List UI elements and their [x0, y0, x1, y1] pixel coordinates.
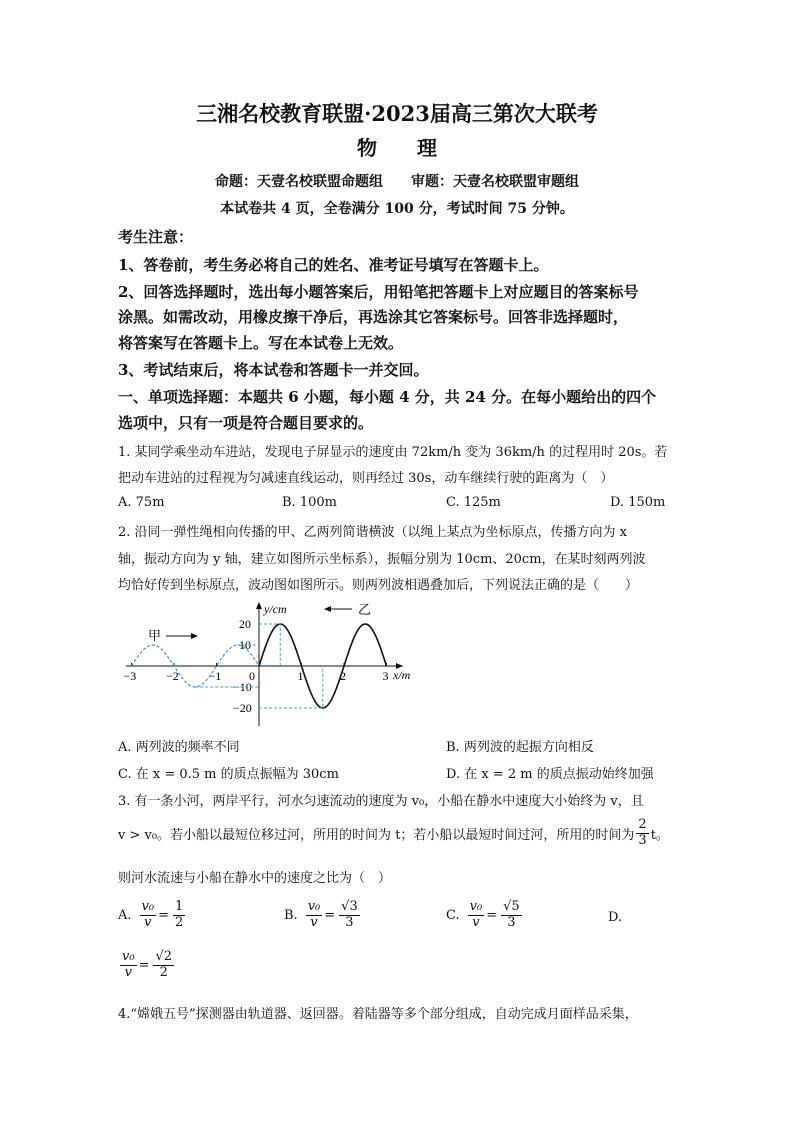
lhs-num: v₀: [469, 899, 483, 914]
q3-option-b-lhs: [306, 900, 323, 931]
section1-line1: 一、单项选择题：本题共 6 小题，每小题 4 分，共 24 分。在每小题给出的四个: [118, 388, 657, 406]
authors-line: 命题：天壹名校联盟命题组 审题：天壹名校联盟审题组: [215, 174, 579, 190]
x-tick-label: 0: [249, 669, 255, 683]
x-tick-label: 3: [382, 669, 389, 683]
q2-option-d: D. 在 x = 2 m 的质点振动始终加强: [446, 767, 654, 782]
notice-item-2-cont: 涂黑。如需改动，用橡皮擦干净后，再选涂其它答案标号。回答非选择题时，: [118, 308, 629, 326]
q3-line2: [118, 818, 669, 849]
notice-item-3: 3、考试结束后，将本试卷和答题卡一并交回。: [118, 361, 429, 379]
label-yi: 乙: [358, 603, 372, 618]
arrow-jia-head: [191, 633, 198, 639]
equals-sign: =: [158, 907, 169, 923]
q3-time-fraction: [636, 818, 648, 849]
q2-option-b: B. 两列波的起振方向相反: [446, 740, 594, 755]
y-axis-arrow: [256, 602, 262, 609]
q3-frac-num: 2: [638, 817, 647, 832]
y-tick-label: 10: [239, 638, 251, 652]
label-jia: 甲: [148, 629, 162, 644]
x-tick-label: 2: [340, 669, 346, 683]
exam-title: 三湘名校教育联盟·2023届高三第次大联考: [196, 101, 598, 126]
x-tick-label: −2: [166, 669, 179, 683]
q1-line1: 1. 某同学乘坐动车进站，发现电子屏显示的速度由 72km/h 变为 36km/h 的过程用时 20s。若: [118, 445, 668, 460]
q2-line3: 均恰好传到坐标原点，波动图如图所示。则两列波相遇叠加后，下列说法正确的是（ ）: [118, 578, 639, 593]
arrow-yi-head: [324, 606, 331, 612]
rhs-num: √2: [155, 949, 173, 964]
q3-option-b: [284, 900, 362, 931]
q3-option-a: [118, 900, 187, 931]
q4-line1: 4.“嫦娥五号”探测器由轨道器、返回器。着陆器等多个部分组成，自动完成月面样品采集，: [118, 1007, 638, 1022]
lhs-den: v: [144, 914, 152, 930]
y-axis-label: y/cm: [264, 602, 287, 616]
q2-option-c: C. 在 x = 0.5 m 的质点振幅为 30cm: [118, 767, 339, 782]
rhs-num: √5: [503, 899, 520, 914]
lhs-num: v₀: [307, 899, 321, 914]
exam-info: 本试卷共 4 页，全卷满分 100 分，考试时间 75 分钟。: [220, 201, 574, 217]
equals-sign: =: [324, 907, 336, 923]
q2-option-a: A. 两列波的频率不同: [118, 740, 240, 755]
q1-option-c: C. 125m: [446, 495, 501, 510]
y-tick-label: −10: [233, 680, 252, 694]
q3-option-c-lhs: [468, 900, 485, 931]
q3-line1: 3. 有一条小河，两岸平行，河水匀速流动的速度为 v₀，小船在静水中速度大小始终为 v，且: [118, 794, 644, 809]
wave-chart: [118, 598, 418, 728]
x-tick-label: 1: [297, 669, 304, 683]
section1-line2: 选项中，只有一项是符合题目要求的。: [118, 414, 374, 432]
guide-minus20: [259, 666, 323, 708]
q2-line2: 轴，振动方向为 y 轴，建立如图所示坐标系），振幅分别为 10cm、20cm，在某时刻两列波: [118, 552, 646, 567]
notice-item-2-cont2: 将答案写在答题卡上。写在本试卷上无效。: [118, 334, 404, 352]
rhs-num: 1: [175, 899, 184, 914]
q3-option-d: [118, 950, 176, 981]
q3-line2-tail: t。: [650, 827, 669, 843]
q3-option-a-label: A.: [118, 907, 132, 923]
q3-option-a-rhs: [173, 900, 185, 931]
y-tick-label: −20: [233, 701, 252, 715]
q3-option-d-rhs: [153, 950, 174, 981]
q3-option-d-lhs: [120, 950, 137, 981]
rhs-den: 2: [175, 914, 184, 930]
q1-option-b: B. 100m: [282, 495, 337, 510]
q3-line3: 则河水流速与小船在静水中的速度之比为（ ）: [118, 871, 392, 886]
notice-item-1: 1、答卷前，考生务必将自己的姓名、准考证号填写在答题卡上。: [118, 256, 549, 274]
q3-option-d-label: D.: [608, 910, 623, 925]
q3-option-c-label: C.: [446, 907, 460, 923]
equals-sign: =: [138, 957, 150, 973]
equals-sign: =: [486, 907, 498, 923]
notice-heading: 考生注意：: [118, 228, 194, 246]
x-axis-label: x/m: [393, 668, 411, 682]
q3-option-c: [446, 900, 524, 931]
guide-20: [259, 624, 280, 666]
q1-option-d: D. 150m: [610, 495, 666, 510]
q3-line2-text: v > v₀。若小船以最短位移过河，所用的时间为 t；若小船以最短时间过河，所用的时间为: [118, 827, 635, 843]
lhs-den: v: [310, 914, 318, 930]
rhs-den: 3: [345, 914, 354, 930]
x-tick-label: −3: [123, 669, 137, 683]
q3-option-c-rhs: [501, 900, 522, 931]
notice-item-2: 2、回答选择题时，选出每小题答案后，用铅笔把答题卡上对应题目的答案标号: [118, 283, 639, 301]
lhs-den: v: [124, 964, 132, 980]
lhs-den: v: [472, 914, 480, 930]
lhs-num: v₀: [122, 949, 135, 964]
q1-line2: 把动车进站的过程视为匀减速直线运动，则再经过 30s，动车继续行驶的距离为（ ）: [118, 471, 614, 486]
y-tick-label: 20: [239, 617, 251, 631]
rhs-den: 3: [507, 914, 516, 930]
q3-option-b-label: B.: [284, 907, 298, 923]
subject-title: 物 理: [357, 136, 437, 160]
q3-option-a-lhs: [140, 900, 157, 931]
q1-option-a: A. 75m: [118, 495, 165, 510]
rhs-num: √3: [341, 899, 358, 914]
q3-frac-den: 3: [638, 832, 647, 848]
x-tick-label: −1: [208, 669, 222, 683]
lhs-num: v₀: [141, 899, 155, 914]
q2-line1: 2. 沿同一弹性绳相向传播的甲、乙两列简谐横波（以绳上某点为坐标原点，传播方向为 x: [118, 525, 628, 540]
q3-option-b-rhs: [339, 900, 360, 931]
rhs-den: 2: [159, 964, 168, 980]
